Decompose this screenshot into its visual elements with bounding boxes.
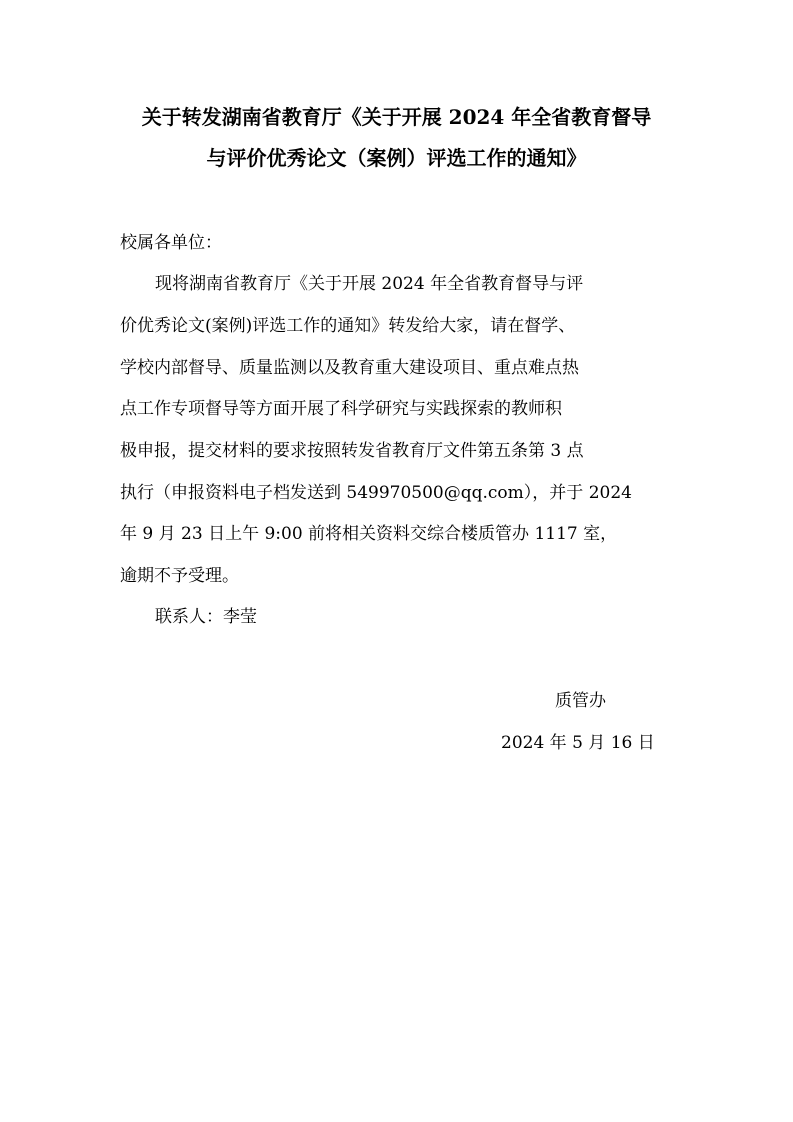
body-line-5: 极申报，提交材料的要求按照转发省教育厅文件第五条第 3 点 [120, 441, 584, 461]
body-line-2: 价优秀论文(案例)评选工作的通知》转发给大家，请在督学、 [120, 316, 576, 336]
document-title-line-2: 与评价优秀论文（案例）评选工作的通知》 [206, 146, 587, 170]
contact-person: 联系人：李莹 [155, 607, 257, 627]
salutation: 校属各单位： [120, 233, 222, 253]
body-line-4: 点工作专项督导等方面开展了科学研究与实践探索的教师积 [120, 399, 562, 419]
signature-office: 质管办 [555, 691, 606, 711]
body-line-3: 学校内部督导、质量监测以及教育重大建设项目、重点难点热 [120, 358, 579, 378]
document-title-line-1: 关于转发湖南省教育厅《关于开展 2024 年全省教育督导 [141, 105, 652, 129]
signature-date: 2024 年 5 月 16 日 [501, 733, 655, 753]
body-line-7: 年 9 月 23 日上午 9:00 前将相关资料交综合楼质管办 1117 室， [120, 524, 618, 544]
body-line-6: 执行（申报资料电子档发送到 549970500@qq.com），并于 2024 [120, 483, 632, 503]
body-line-1: 现将湖南省教育厅《关于开展 2024 年全省教育督导与评 [155, 274, 584, 294]
body-line-8: 逾期不予受理。 [120, 566, 239, 586]
